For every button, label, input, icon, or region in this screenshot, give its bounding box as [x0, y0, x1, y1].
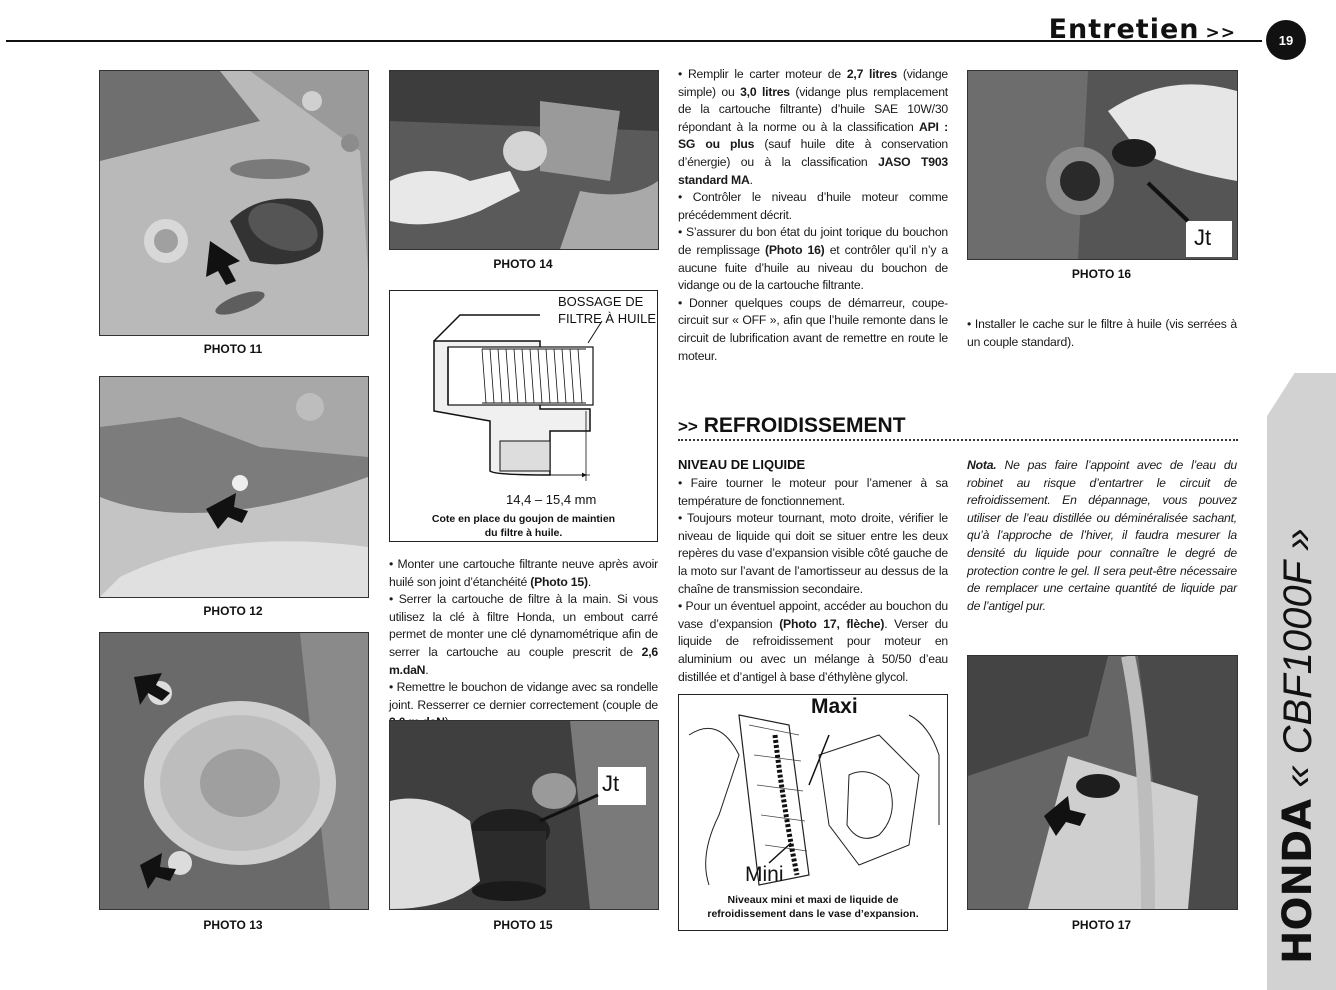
photo-11-caption: PHOTO 11: [203, 342, 263, 356]
photo-17: [967, 655, 1238, 910]
mini-label: Mini: [745, 863, 784, 886]
cover-instructions: • Installer le cache sur le filtre à huile (vis serrées à un couple standard).: [967, 317, 1237, 349]
diagram-level-caption: Niveaux mini et maxi de liquide de refroidissement dans le vase d’expansion.: [707, 894, 919, 920]
coolant-level-diagram: [678, 694, 948, 931]
photo-14: [389, 70, 659, 250]
oil-filter-diagram: [389, 290, 658, 542]
sidebar-title: HONDA « CBF1000F »: [1275, 528, 1321, 964]
subsection-title: NIVEAU DE LIQUIDE: [678, 457, 806, 472]
chapter-title: Entretien >>: [1048, 14, 1236, 45]
nota-block: Nota. Ne pas faire l’appoint avec de l’eau du robinet au risque d’entartrer le circuit de refroidissement. En dépannage, vous pouvez utiliser de l’eau distillée ou déminéralisée sachant, qu’à l’approche de l’hiver, il faudra mesurer la densité du liquide pour connaître le degré de protection contre le gel. Il sera peut-être nécessaire de remplacer une certaine quantité de liquide par de l’antigel pur.: [967, 458, 1237, 613]
page-number-badge: 19: [1266, 20, 1306, 60]
photo-12: [99, 376, 369, 598]
measure-label: 14,4 – 15,4 mm: [506, 492, 597, 507]
photo-17-caption: PHOTO 17: [1071, 918, 1132, 932]
photo-16: [967, 70, 1238, 260]
photo-14-caption: PHOTO 14: [493, 257, 553, 271]
diagram-filter-caption: Cote en place du goujon de maintien du filtre à huile.: [431, 513, 616, 539]
maxi-label: Maxi: [811, 695, 858, 718]
oil-fill-instructions: • Remplir le carter moteur de 2,7 litres (vidange simple) ou 3,0 litres (vidange plus remplacement de la cartouche filtrante) d’huile SAE 10W/30 répondant à la norme ou à la classification API : SG ou plus (sauf huile dite à conservation d’énergie) ou à la classification JASO T903 standard MA. • Contrôler le niveau d’huile moteur comme précédemment décrit. • S’assurer du bon état du joint torique du bouchon de remplissage (Photo 16) et contrôler qu’il n’y a aucune fuite d’huile au niveau du bouchon de vidange ou de la cartouche filtrante. • Donner quelques coups de démarreur, coupe-circuit sur « OFF », afin que l’huile remonte dans le circuit de lubrification avant de remettre en route le moteur.: [678, 67, 949, 363]
jt-label-16: Jt: [1194, 225, 1212, 250]
filter-instructions: • Monter une cartouche filtrante neuve après avoir huilé son joint d’étanchéité (Photo 15). • Serrer la cartouche de filtre à la main. Si vous utilisez la clé à filtre Honda, un embout carré permet de monter une clé dynamométrique afin de serrer la cartouche au couple prescrit de 2,6 m.daN. • Remettre le bouchon de vidange avec sa rondelle joint. Resserrer ce dernier correctement (couple de: [389, 557, 658, 712]
coolant-instructions: • Faire tourner le moteur pour l’amener à sa température de fonctionnement. • Toujours moteur tournant, moto droite, vérifier le niveau de liquide qui doit se situer entre les deux repères du vase d’expansion visible côté gauche de la moto sur l’avant de l’amortisseur au dessus de la chaîne de transmission secondaire. • Pour un éventuel appoint, accéder au bouchon du vase d’expansion (Photo 17, flèche). Verser du liquide de refroidissement pour moteur en aluminium ou avec un mélange à 50/50 d’eau distillée et d’antigel à base d’éthylène glycol.: [678, 476, 948, 684]
section-divider: [678, 439, 1238, 441]
photo-15: [389, 720, 659, 910]
photo-11: [99, 70, 369, 336]
photo-16-caption: PHOTO 16: [1071, 267, 1132, 281]
photo-12-caption: PHOTO 12: [203, 604, 263, 618]
section-title: >> REFROIDISSEMENT: [678, 414, 906, 437]
photo-15-caption: PHOTO 15: [493, 918, 553, 932]
boss-label-2: FILTRE À HUILE: [558, 311, 657, 326]
photo-13-caption: PHOTO 13: [203, 918, 263, 932]
photo-13: [99, 632, 369, 910]
jt-label-15: Jt: [602, 771, 620, 796]
boss-label-1: BOSSAGE DE: [558, 294, 644, 309]
